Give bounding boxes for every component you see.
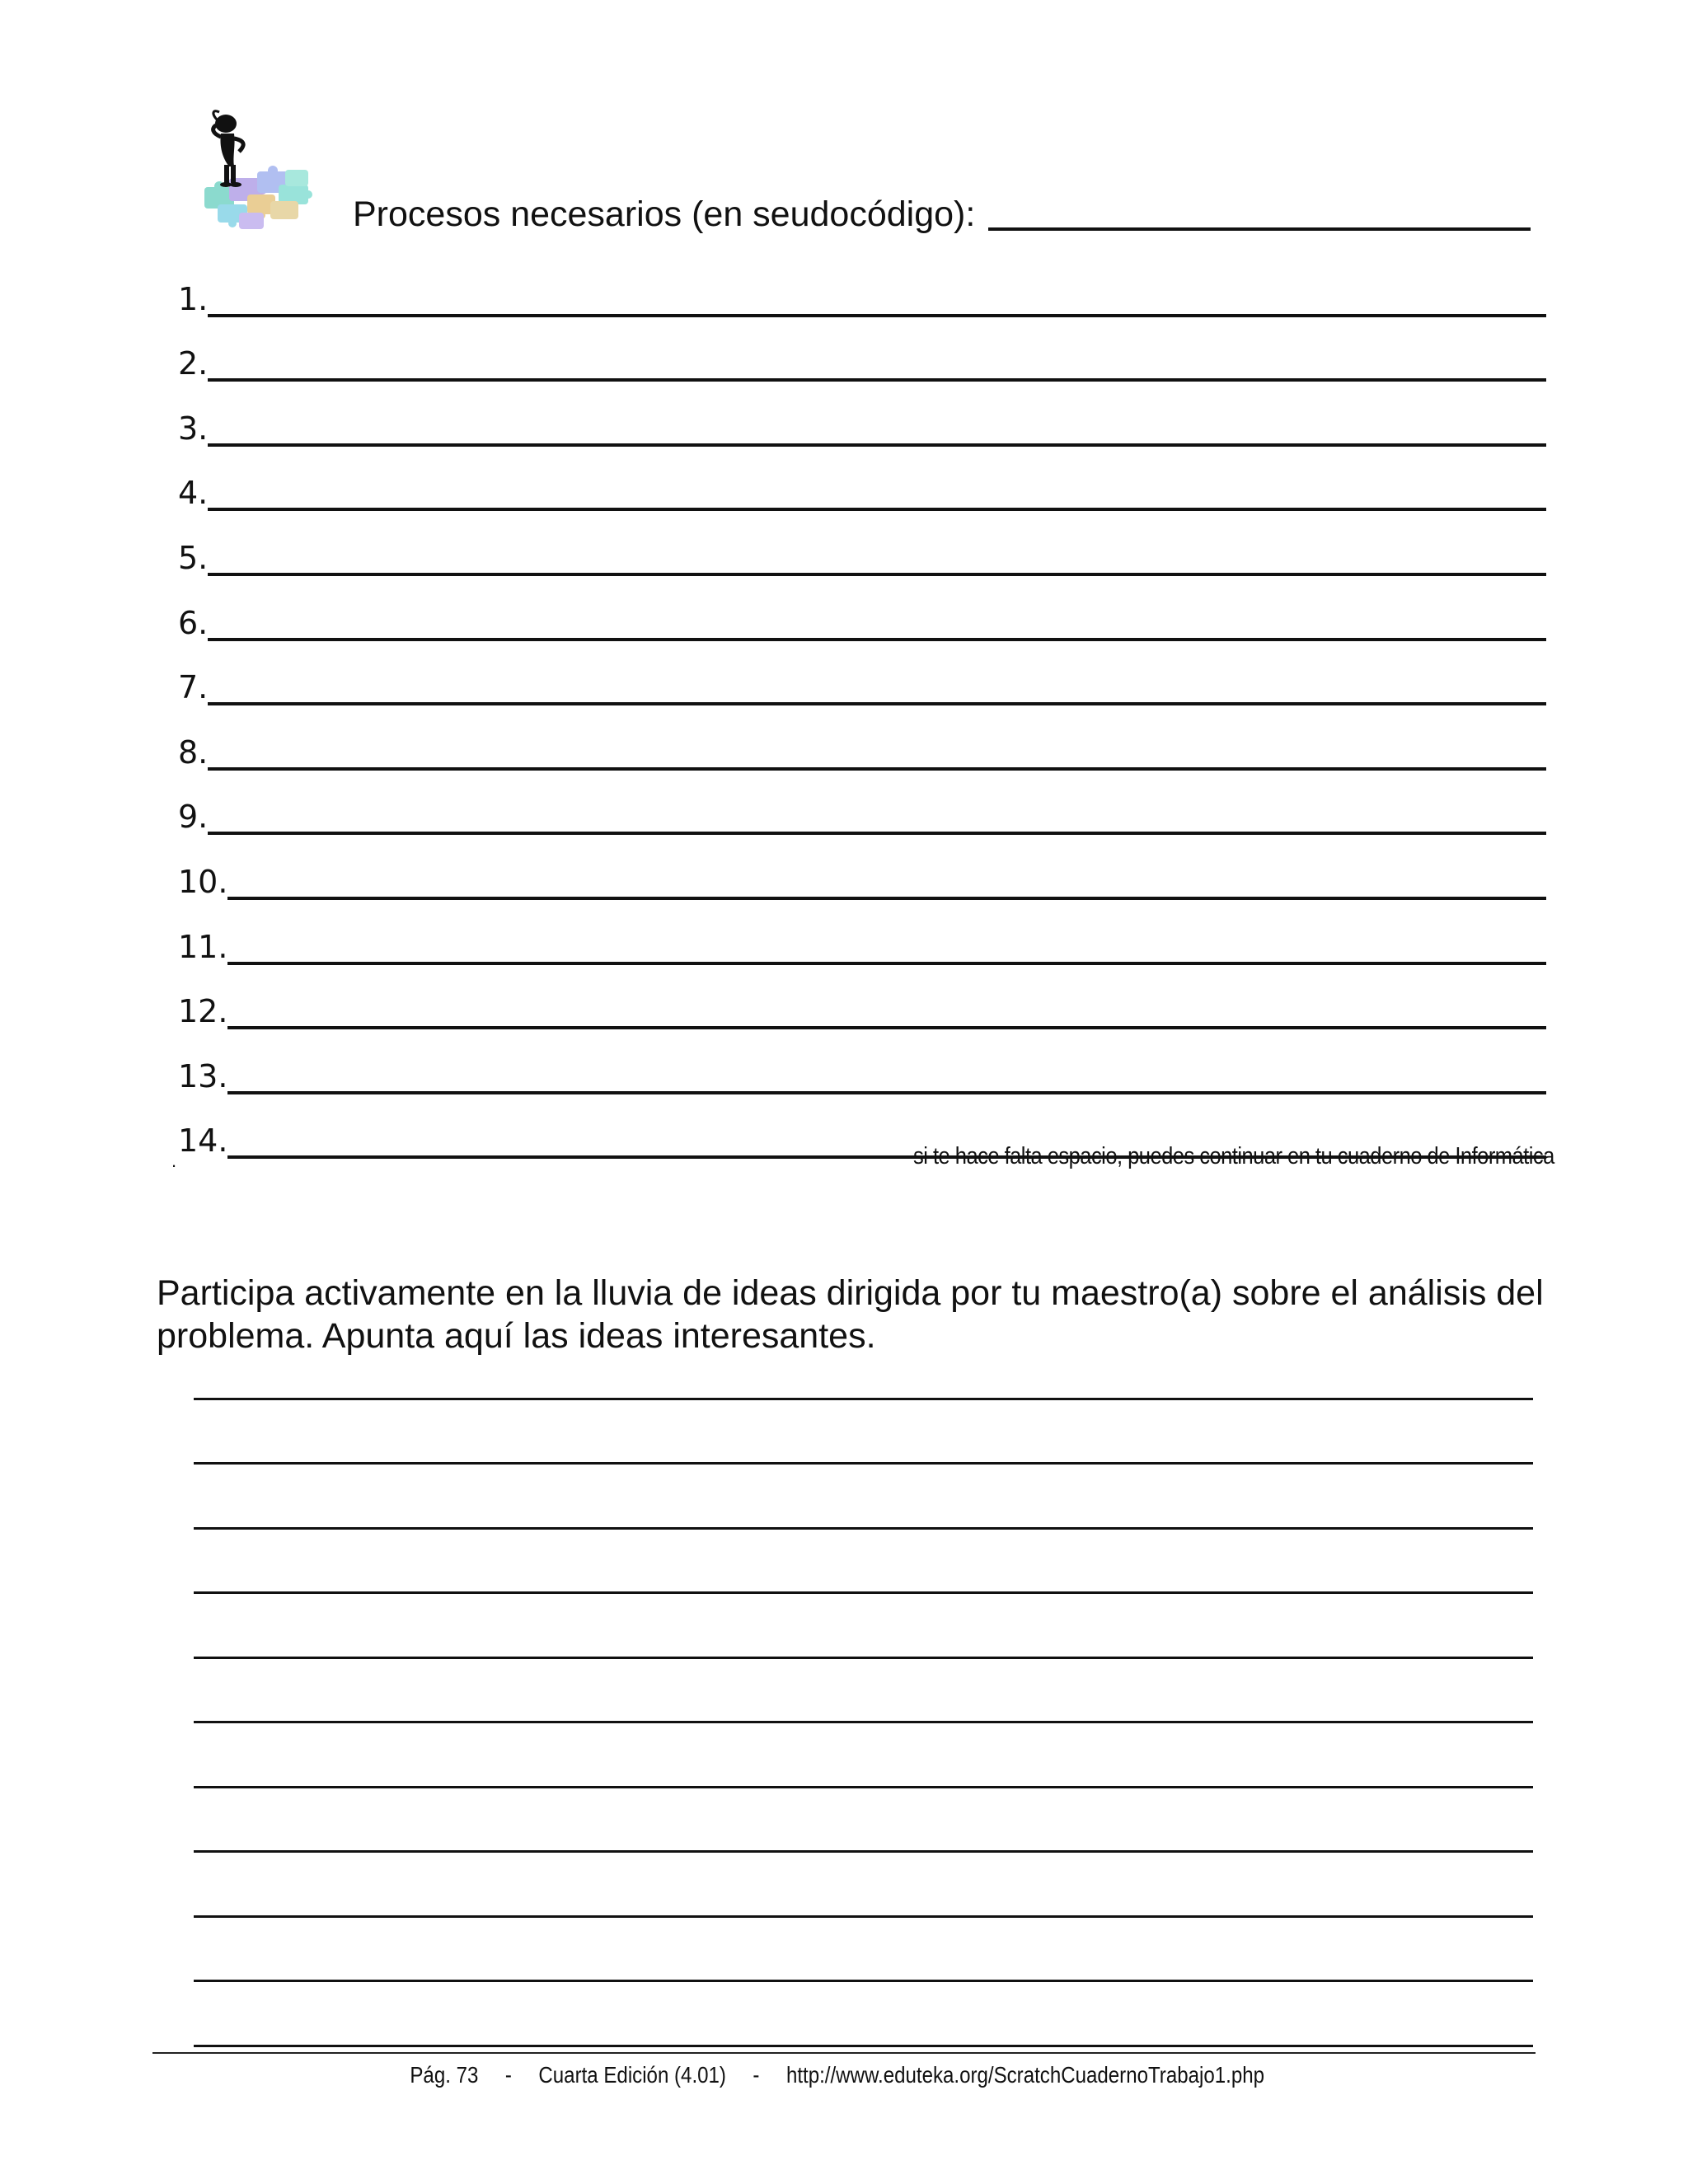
- process-line[interactable]: [178, 968, 1546, 1033]
- brainstorm-note-line[interactable]: [194, 1918, 1533, 1983]
- process-line-blank[interactable]: [208, 832, 1546, 835]
- footer-divider: [152, 2052, 1536, 2054]
- process-line-blank[interactable]: [227, 897, 1546, 900]
- process-line-number: 3.: [178, 410, 209, 447]
- process-line-number: 10.: [178, 863, 228, 900]
- process-line-number: 5.: [178, 539, 209, 576]
- brainstorm-note-line[interactable]: [194, 1465, 1533, 1530]
- puzzle-figure-icon: [188, 109, 320, 232]
- footer-page-number: Pág. 73: [410, 2062, 479, 2088]
- process-line[interactable]: [178, 514, 1546, 579]
- brainstorm-note-line[interactable]: [194, 1723, 1533, 1788]
- process-line[interactable]: [178, 579, 1546, 644]
- footer-separator: -: [505, 2062, 513, 2088]
- process-line-number: 4.: [178, 475, 209, 512]
- page-footer: [0, 2060, 1688, 2090]
- brainstorm-note-line[interactable]: [194, 1530, 1533, 1595]
- footer-separator: -: [753, 2062, 760, 2088]
- brainstorm-note-line[interactable]: [194, 1982, 1533, 2047]
- processes-heading-blank[interactable]: [988, 227, 1531, 231]
- marker-dot: .: [171, 1151, 177, 1171]
- processes-heading: Procesos necesarios (en seudocódigo):: [353, 194, 976, 234]
- process-line-number: 1.: [178, 280, 209, 317]
- process-line-blank[interactable]: [208, 314, 1546, 317]
- process-line-number: 14.: [178, 1122, 228, 1160]
- process-line[interactable]: [178, 774, 1546, 839]
- process-line-blank[interactable]: [227, 962, 1546, 965]
- process-line-number: 2.: [178, 345, 209, 382]
- brainstorm-note-line[interactable]: [194, 1335, 1533, 1400]
- process-line[interactable]: [178, 644, 1546, 710]
- process-line[interactable]: [178, 1033, 1546, 1098]
- process-line-number: 7.: [178, 669, 209, 706]
- process-line-blank[interactable]: [227, 1091, 1546, 1094]
- process-line-number: 8.: [178, 733, 209, 771]
- brainstorm-note-line[interactable]: [194, 1853, 1533, 1918]
- process-line[interactable]: [178, 321, 1546, 386]
- brainstorm-note-line[interactable]: [194, 1400, 1533, 1465]
- process-line-number: 11.: [178, 928, 228, 965]
- process-line-blank[interactable]: [227, 1026, 1546, 1029]
- process-line-blank[interactable]: [208, 767, 1546, 771]
- brainstorm-notes-lines: [194, 1335, 1533, 2047]
- process-line[interactable]: [178, 385, 1546, 450]
- process-line-blank[interactable]: [208, 573, 1546, 576]
- header-row: [353, 188, 1540, 237]
- brainstorm-note-line[interactable]: [194, 1594, 1533, 1659]
- extra-space-note: si te hace falta espacio, puedes continuar en tu cuaderno de Informática: [913, 1143, 1554, 1169]
- process-lines-list: [178, 255, 1546, 1162]
- process-line-blank[interactable]: [208, 378, 1546, 382]
- process-line-blank[interactable]: [208, 508, 1546, 511]
- process-line[interactable]: [178, 903, 1546, 968]
- footer-url[interactable]: http://www.eduteka.org/ScratchCuadernoTrabajo1.php: [786, 2062, 1265, 2088]
- process-line-number: 6.: [178, 604, 209, 641]
- process-line[interactable]: [178, 450, 1546, 515]
- process-line[interactable]: [178, 838, 1546, 903]
- process-line-blank[interactable]: [208, 638, 1546, 641]
- process-line-blank[interactable]: [208, 443, 1546, 447]
- process-line[interactable]: [178, 255, 1546, 321]
- process-line[interactable]: [178, 709, 1546, 774]
- process-line-number: 13.: [178, 1057, 228, 1094]
- process-line-blank[interactable]: [208, 702, 1546, 705]
- brainstorm-note-line[interactable]: [194, 1788, 1533, 1854]
- process-line-number: 9.: [178, 799, 209, 836]
- footer-edition: Cuarta Edición (4.01): [538, 2062, 727, 2088]
- brainstorm-note-line[interactable]: [194, 1659, 1533, 1724]
- process-line-number: 12.: [178, 993, 228, 1030]
- brainstorm-instructions: Participa activamente en la lluvia de ideas dirigida por tu maestro(a) sobre el análisis del problema. Apunta aquí las ideas interesantes.: [157, 1273, 1544, 1356]
